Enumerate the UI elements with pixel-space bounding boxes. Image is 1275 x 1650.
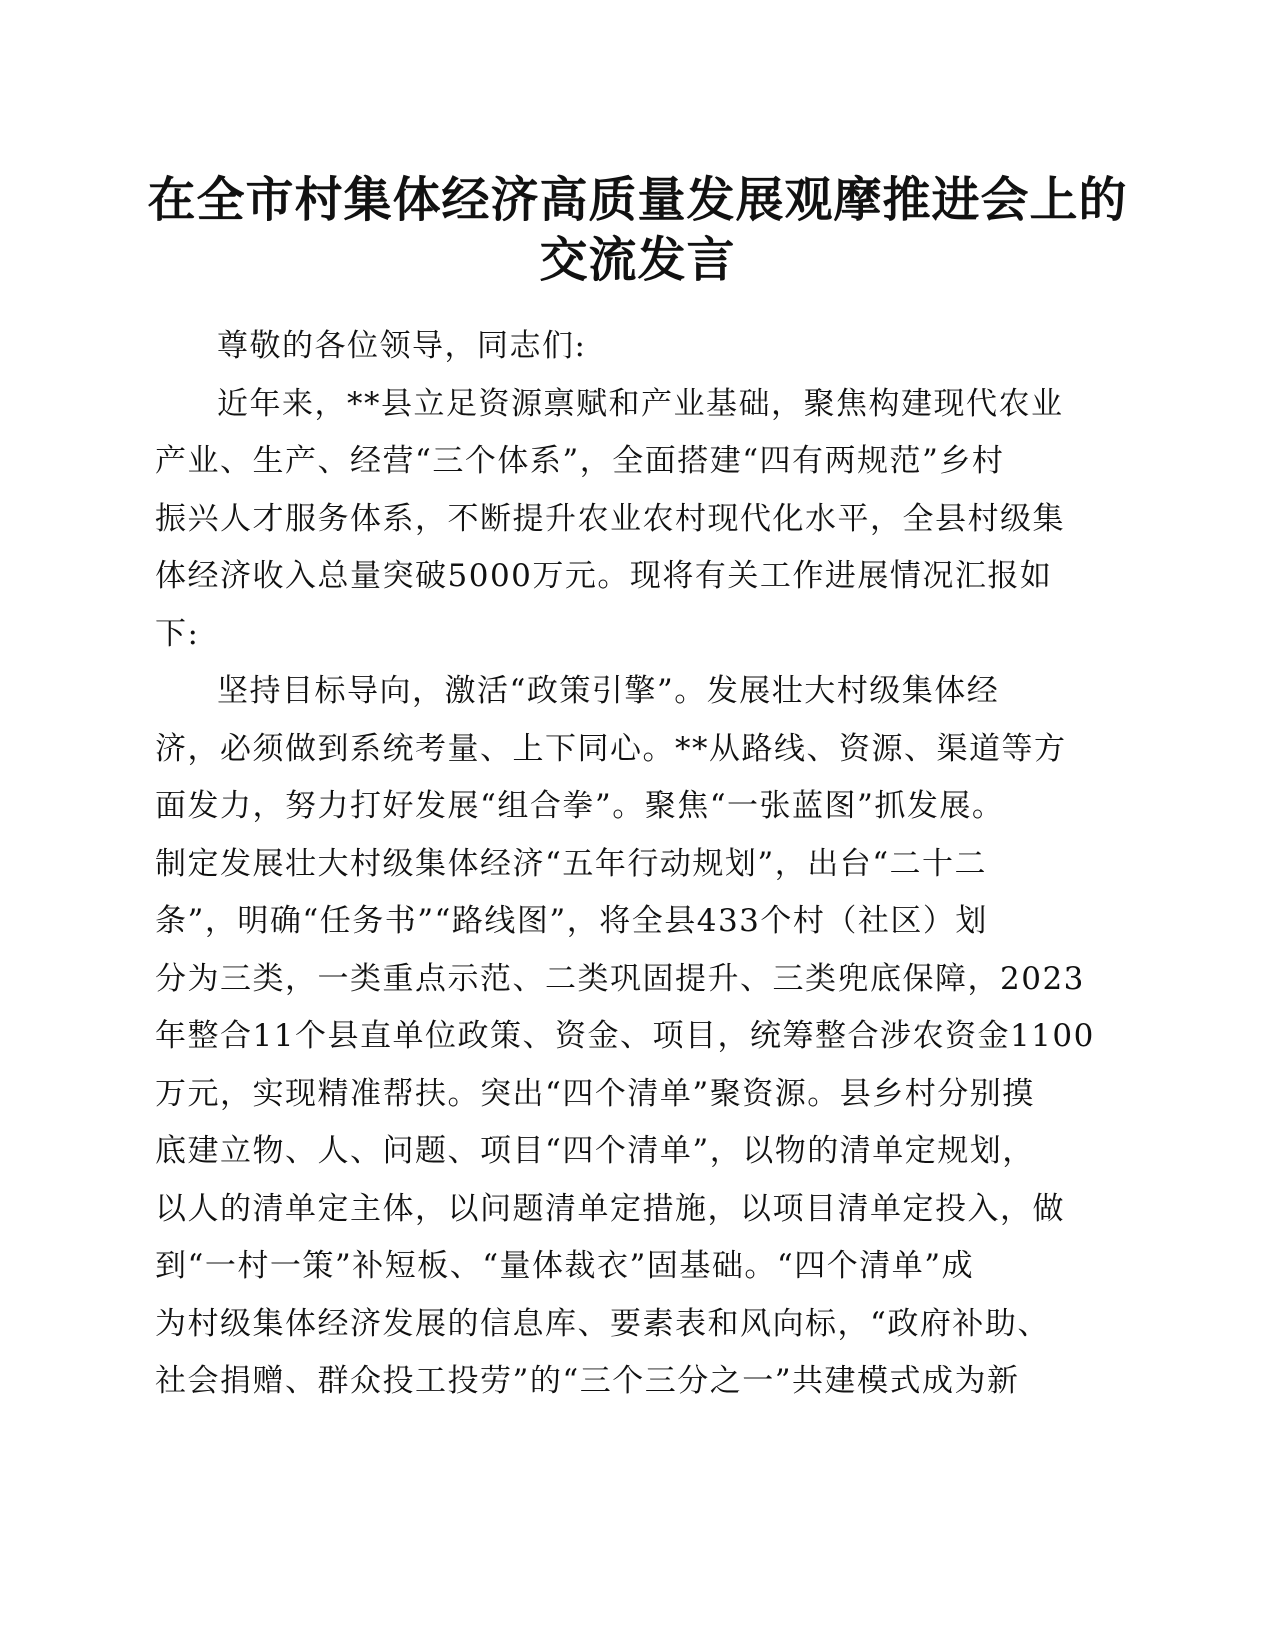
body-text-line: 为村级集体经济发展的信息库、要素表和风向标，“政府补助、 xyxy=(155,1305,1050,1342)
body-text-line: 济，必须做到系统考量、上下同心。**从路线、资源、渠道等方 xyxy=(155,730,1067,767)
body-text-line: 以人的清单定主体，以问题清单定措施，以项目清单定投入，做 xyxy=(155,1190,1065,1227)
body-text-line: 近年来，**县立足资源禀赋和产业基础，聚焦构建现代农业 xyxy=(217,385,1064,422)
body-text-line: 尊敬的各位领导，同志们: xyxy=(217,328,587,364)
body-text-line: 底建立物、人、问题、项目“四个清单”，以物的清单定规划， xyxy=(155,1133,1035,1169)
body-text-line: 社会捐赠、群众投工投劳”的“三个三分之一”共建模式成为新 xyxy=(155,1363,1020,1399)
document-body xyxy=(155,318,1095,1411)
body-text-line: 万元，实现精准帮扶。突出“四个清单”聚资源。县乡村分别摸 xyxy=(155,1075,1035,1112)
body-text-line: 面发力，努力打好发展“组合拳”。聚焦“一张蓝图”抓发展。 xyxy=(155,788,1005,824)
body-text-line: 振兴人才服务体系，不断提升农业农村现代化水平，全县村级集 xyxy=(155,500,1065,537)
body-text-line: 产业、生产、经营“三个体系”，全面搭建“四有两规范”乡村 xyxy=(155,443,1005,479)
body-text-line: 坚持目标导向，激活“政策引擎”。发展壮大村级集体经 xyxy=(217,673,1000,709)
body-text-line: 体经济收入总量突破5000万元。现将有关工作进展情况汇报如 xyxy=(155,558,1053,594)
body-text-line: 到“一村一策”补短板、“量体裁衣”固基础。“四个清单”成 xyxy=(155,1248,975,1284)
document-title xyxy=(120,170,1155,290)
body-text-line: 制定发展壮大村级集体经济“五年行动规划”，出台“二十二 xyxy=(155,845,988,882)
body-text-line: 条”，明确“任务书”“路线图”，将全县433个村（社区）划 xyxy=(155,903,988,939)
body-text-line: 分为三类，一类重点示范、二类巩固提升、三类兜底保障，2023 xyxy=(155,960,1085,997)
body-text-line: 年整合11个县直单位政策、资金、项目，统筹整合涉农资金1100 xyxy=(155,1018,1095,1054)
body-text-line: 下: xyxy=(155,615,200,652)
title-line-2: 交流发言 xyxy=(539,232,736,288)
title-line-1: 在全市村集体经济高质量发展观摩推进会上的 xyxy=(147,172,1128,228)
